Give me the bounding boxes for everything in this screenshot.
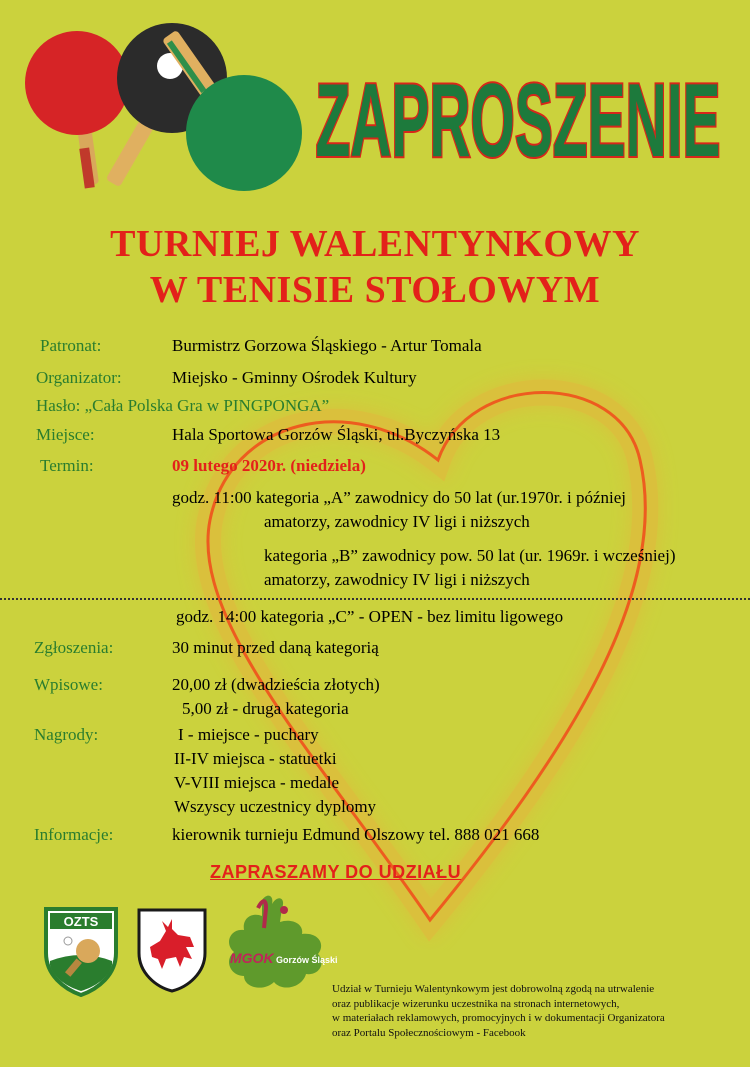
haslo-text: Hasło: „Cała Polska Gra w PINGPONGA”: [36, 396, 330, 415]
zgloszenia-label: Zgłoszenia:: [34, 638, 114, 657]
mgok-logo-subtext: Gorzów Śląski: [276, 955, 338, 965]
ping-pong-paddles-icon: [22, 18, 312, 198]
consent-line-3: w materiałach reklamowych, promocyjnych i w dokumentacji Organizatora: [332, 1012, 665, 1024]
mgok-logo-text: MGOK: [230, 950, 274, 966]
organizator-value: Miejsko - Gminny Ośrodek Kultury: [172, 368, 417, 387]
miejsce-label: Miejsce:: [36, 425, 95, 444]
schedule-line-4: amatorzy, zawodnicy IV ligi i niższych: [264, 570, 530, 589]
wpisowe-value-1: 20,00 zł (dwadzieścia złotych): [172, 675, 380, 694]
zgloszenia-value: 30 minut przed daną kategorią: [172, 638, 379, 657]
schedule-line-2: amatorzy, zawodnicy IV ligi i niższych: [264, 512, 530, 531]
nagrody-item-1: I - miejsce - puchary: [178, 725, 319, 744]
termin-value: 09 lutego 2020r. (niedziela): [172, 456, 366, 475]
headline-text: ZAPROSZENIE: [315, 63, 721, 178]
consent-note: [332, 982, 742, 1040]
schedule-line-5: godz. 14:00 kategoria „C” - OPEN - bez limitu ligowego: [176, 607, 564, 626]
consent-line-1: Udział w Turnieju Walentynkowym jest dobrowolną zgodą na utrwalenie: [332, 983, 655, 995]
mgok-logo-icon: [222, 888, 340, 1000]
title-line-1: TURNIEJ WALENTYNKOWY: [110, 223, 640, 265]
patronat-label: Patronat:: [40, 336, 102, 355]
patronat-value: Burmistrz Gorzowa Śląskiego - Artur Tomala: [172, 336, 482, 355]
informacje-label: Informacje:: [34, 825, 114, 844]
nagrody-label: Nagrody:: [34, 725, 99, 744]
informacje-value: kierownik turnieju Edmund Olszowy tel. 888 021 668: [172, 825, 540, 844]
title-line-2: W TENISIE STOŁOWYM: [149, 269, 601, 311]
ozts-logo-text: OZTS: [63, 914, 99, 929]
dotted-divider: [0, 598, 750, 600]
organizator-label: Organizator:: [36, 368, 122, 387]
wpisowe-label: Wpisowe:: [34, 675, 103, 694]
consent-line-2: oraz publikacje wizerunku uczestnika na stronach internetowych,: [332, 997, 620, 1010]
coat-of-arms-icon: [136, 907, 208, 993]
wpisowe-value-2: 5,00 zł - druga kategoria: [182, 699, 349, 718]
headline: [308, 38, 728, 178]
schedule-line-1: godz. 11:00 kategoria „A” zawodnicy do 50 lat (ur.1970r. i później: [172, 488, 626, 507]
schedule-line-3: kategoria „B” zawodnicy pow. 50 lat (ur. 1969r. i wcześniej): [264, 546, 676, 565]
miejsce-value: Hala Sportowa Gorzów Śląski, ul.Byczyńska 13: [172, 425, 501, 444]
invitation-cta: ZAPRASZAMY DO UDZIAŁU: [210, 862, 462, 882]
consent-line-4: oraz Portalu Społecznościowym - Facebook: [332, 1026, 526, 1039]
termin-label: Termin:: [40, 456, 94, 475]
nagrody-item-3: V-VIII miejsca - medale: [174, 773, 340, 792]
nagrody-item-2: II-IV miejsca - statuetki: [174, 749, 337, 768]
ozts-logo-icon: [42, 905, 120, 997]
nagrody-item-4: Wszyscy uczestnicy dyplomy: [174, 797, 377, 816]
